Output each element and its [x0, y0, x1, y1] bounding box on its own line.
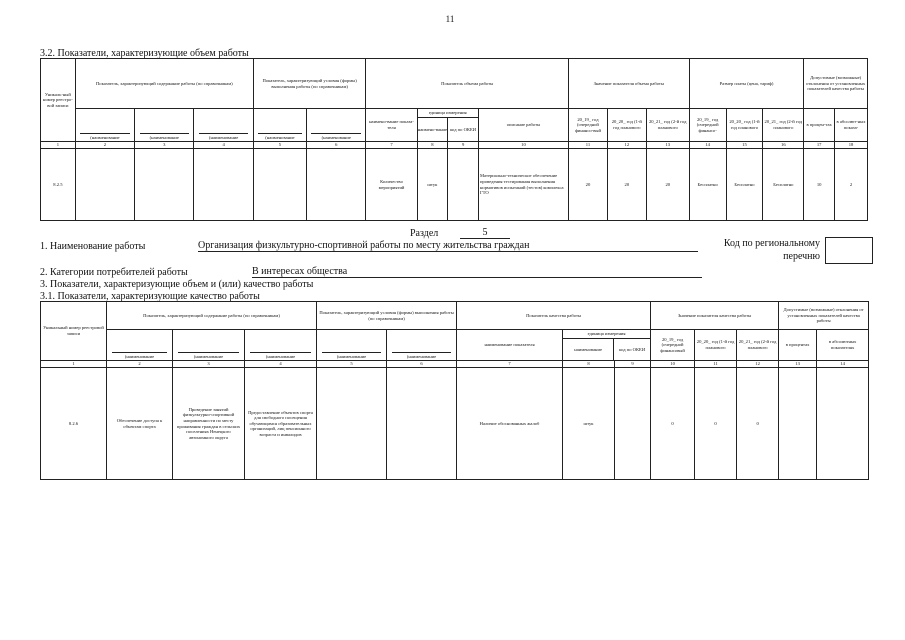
section-number: 5	[460, 227, 510, 239]
row-absolute: 2	[835, 149, 868, 221]
sub-unit-name: наимено-вание	[418, 118, 449, 141]
sub-absolute: в абсолют-ных показа-	[835, 109, 868, 142]
row-description: Материально-техническое обеспечение проведения тестирования выполнения нормативов испытаний (тестов) комплекса ГТО	[478, 149, 568, 221]
row-indicator: Наличие обоснованных жалоб	[457, 368, 563, 480]
quality-table	[40, 301, 869, 480]
row-value-1: 0	[651, 368, 695, 480]
sub-year-2: 20_20_ год (1-й год планового	[607, 109, 646, 142]
sub-percent: в процен-тах	[804, 109, 835, 142]
sub-name-2: (наименование	[135, 109, 194, 142]
row-fee-2: Бесплатно	[726, 149, 763, 221]
section-label: Раздел	[410, 228, 439, 239]
work-name: Организация физкультурно-спортивной работы по месту жительства граждан	[198, 240, 698, 252]
sub-percent: в процентах	[779, 330, 817, 361]
sub-fee-year-1: 20_19_ год (очередной финансо-	[689, 109, 726, 142]
sub-fee-year-3: 20_21_ год (2-й год планового	[763, 109, 804, 142]
sub-year-3: 20_21_ год (2-й год планового	[737, 330, 779, 361]
sub-name-1: (наименование	[75, 109, 134, 142]
column-numbers-row: 1 2 3 4 5 6 7 8 9 10 11 12 13 14 15 16 17 18	[41, 142, 868, 149]
col-content-indicator: Показатель, характеризующий содержание работы (по справочникам)	[107, 302, 317, 330]
col-content-indicator: Показатель, характеризующий содержание работы (по справочникам)	[75, 59, 253, 109]
row-unit: штук	[417, 149, 448, 221]
page-number: 11	[445, 14, 455, 24]
sub-name-4: (наименование	[253, 109, 306, 142]
volume-table	[40, 58, 868, 221]
sub-year-2: 20_20_ год (1-й год планового	[695, 330, 737, 361]
work-name-label: 1. Наименование работы	[40, 241, 146, 252]
sub-fee-year-2: 20_20_ год (1-й год планового	[726, 109, 763, 142]
col-allowed-deviation: Допустимые (возможные) отклонения от установленных показателей качества работы	[804, 59, 868, 109]
sub-name-3: (наименование	[245, 330, 317, 361]
sub-work-desc: описание работы	[478, 109, 568, 142]
row-id: 8.2.6	[41, 368, 107, 480]
row-fee-1: Бесплатно	[689, 149, 726, 221]
category-label: 2. Категории потребителей работы	[40, 267, 188, 278]
col-allowed-deviation: Допустимые (возможные) отклонения от установленных показателей качества работы	[779, 302, 869, 330]
row-value-2: 0	[695, 368, 737, 480]
col-unique-number: Уникаль-ный номер реестро-вой записи	[41, 59, 76, 142]
sub-absolute: в абсолютных показателях	[817, 330, 869, 361]
sub-unit: единица измерения наимено-вание код по ОКЕИ	[417, 109, 478, 142]
col-volume-value: Значение показателя объема работы	[569, 59, 690, 109]
sub-year-3: 20_21_ год (2-й год планового	[646, 109, 689, 142]
row-content-1: Обеспечение доступа к объектам спорта	[107, 368, 173, 480]
sub-name-5: (наименование	[387, 330, 457, 361]
quality-heading: 3.1. Показатели, характеризующие качество работы	[40, 291, 260, 302]
sub-okei: код по ОКЕИ	[619, 346, 646, 352]
sub-name-3: (наименование	[194, 109, 253, 142]
sub-name-1: (наименование	[107, 330, 173, 361]
row-content-3: Предоставление объектов спорта для свободного посещения обучающимся образовательных организаций, лиц пенсионного возраста и инвалидов	[245, 368, 317, 480]
row-value-2: 20	[607, 149, 646, 221]
column-numbers-row: 1 2 3 4 5 6 7 8 9 10 11 12 13 14	[41, 361, 869, 368]
row-value-3: 20	[646, 149, 689, 221]
regional-code-label-1: Код по региональному	[723, 238, 820, 249]
table-row	[41, 149, 868, 221]
table-row	[41, 368, 869, 480]
row-id: 8.2.5	[41, 149, 76, 221]
sub-indicator-name: наименование показателя	[457, 330, 563, 361]
sub-year-1: 20_19_ год (очередной финансо-вый	[569, 109, 608, 142]
col-unique-number: Уникальный номер реестровой записи	[41, 302, 107, 361]
sub-name-5: (наименование	[307, 109, 366, 142]
row-value-1: 20	[569, 149, 608, 221]
sub-okei: код по ОКЕИ	[450, 126, 477, 132]
sub-unit: единица измерения наименование код по ОКЕИ	[563, 330, 651, 361]
category-value: В интересах общества	[252, 266, 702, 278]
col-fee: Размер платы (цена, тариф)	[689, 59, 804, 109]
row-fee-3: Бесплатно	[763, 149, 804, 221]
col-quality-value: Значение показателя качества работы	[651, 302, 779, 330]
row-unit: штук	[563, 368, 615, 480]
col-condition-indicator: Показатель, характеризующий условия (формы) выполнения работы (по справочникам)	[253, 59, 366, 109]
col-quality-indicator: Показатель качества работы	[457, 302, 651, 330]
volume-heading: 3.2. Показатели, характеризующие объем работы	[40, 48, 249, 59]
indicators-heading: 3. Показатели, характеризующие объем и (или) качество работы	[40, 279, 314, 290]
row-value-3: 0	[737, 368, 779, 480]
row-content-2: Проведение занятий физкультурно-спортивной направленности по месту проживания граждан в сельских поселениях Ненецкого автономного округа	[173, 368, 245, 480]
col-volume-indicator: Показатель объема работы	[366, 59, 569, 109]
sub-indicator-name: наимено-вание показа-теля	[366, 109, 417, 142]
sub-name-2: (наименование	[173, 330, 245, 361]
sub-name-4: (наименование	[317, 330, 387, 361]
col-condition-indicator: Показатель, характеризующий условия (формы) выполнения работы (по справочникам)	[317, 302, 457, 330]
row-indicator: Количество мероприятий	[366, 149, 417, 221]
regional-code-box	[825, 237, 873, 264]
sub-year-1: 20_19_ год (очередной финансовый	[651, 330, 695, 361]
regional-code-label-2: перечню	[783, 251, 820, 262]
sub-unit-name: наименование	[563, 339, 614, 360]
row-percent: 10	[804, 149, 835, 221]
